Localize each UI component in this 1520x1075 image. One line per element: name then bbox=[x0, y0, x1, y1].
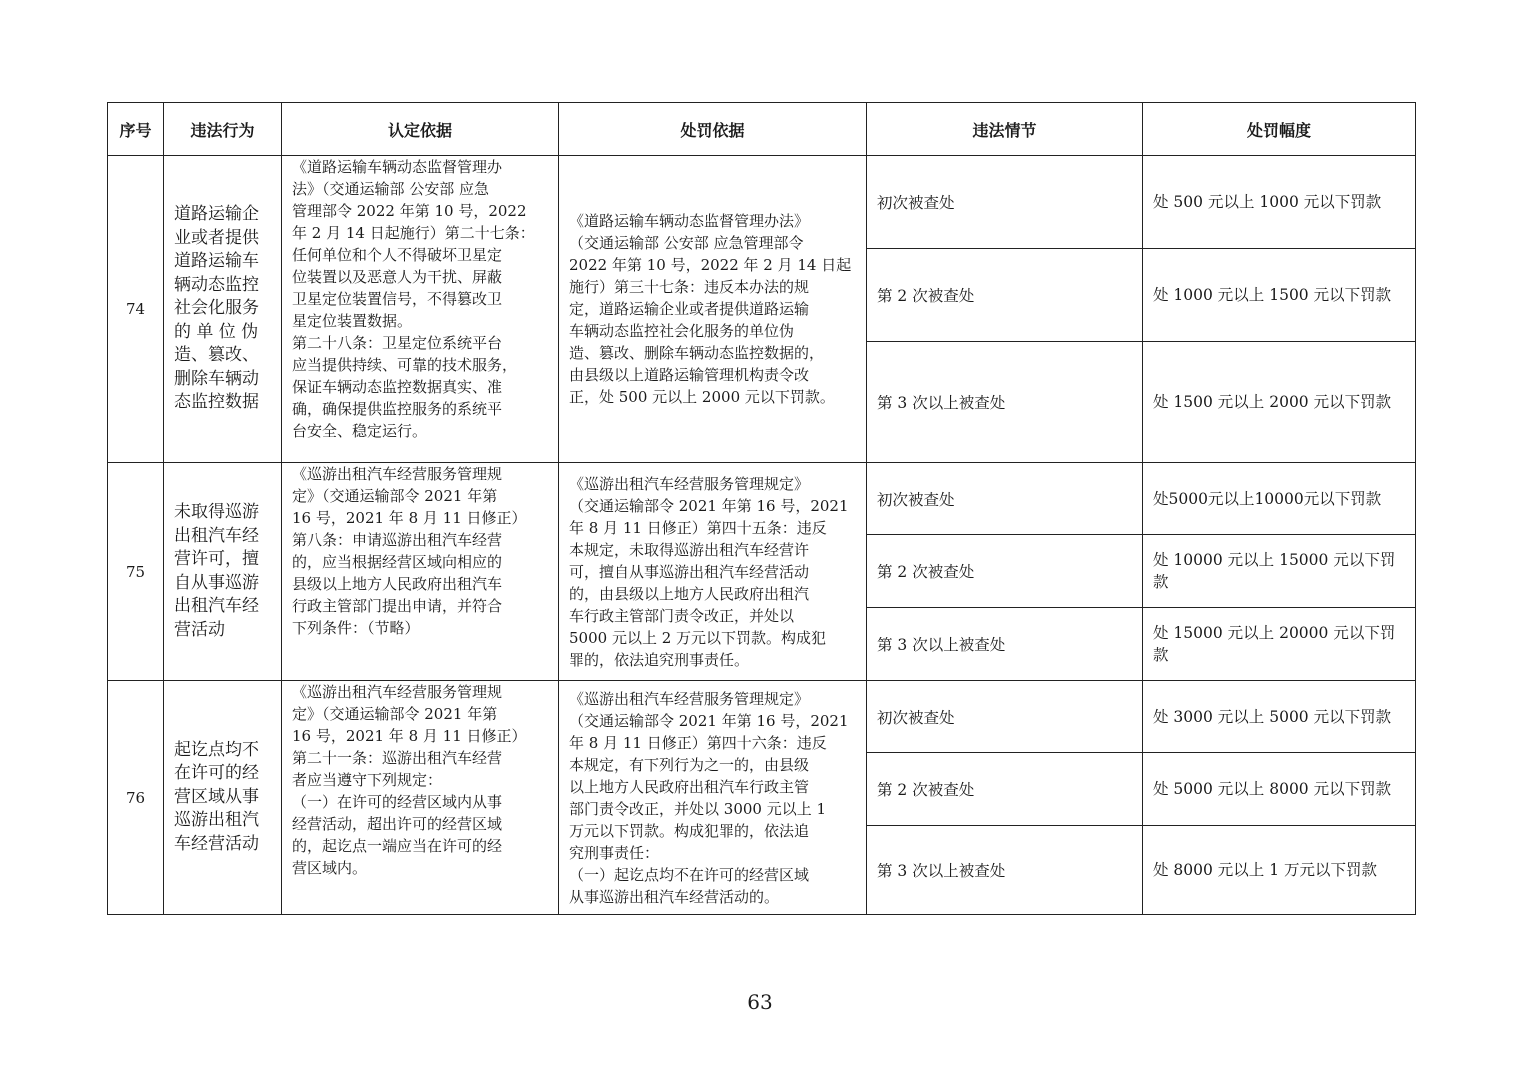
penalty-basis-line: （交通运输部令 2021 年第 16 号，2021 bbox=[569, 496, 849, 515]
legal-basis-line: 位装置以及恶意人为干扰、屏蔽 bbox=[292, 268, 503, 286]
penalty-basis-line: 《巡游出租汽车经营服务管理规定》 bbox=[569, 689, 810, 708]
row-number: 75 bbox=[108, 463, 164, 681]
penalty-basis-line: 本规定，有下列行为之一的，由县级 bbox=[569, 755, 810, 774]
legal-basis-line: 营区域内。 bbox=[292, 859, 368, 877]
penalty-basis-line: （一）起讫点均不在许可的经营区域 bbox=[569, 865, 810, 884]
header-basis: 认定依据 bbox=[282, 103, 559, 156]
penalty-range-line: 款 bbox=[1153, 646, 1169, 664]
legal-basis-cell bbox=[282, 156, 559, 463]
table-row bbox=[108, 463, 1416, 535]
violation-line: 巡游出租汽 bbox=[174, 810, 259, 831]
penalty-basis-line: 年 8 月 11 日修正）第四十五条：违反 bbox=[569, 518, 827, 537]
penalty-range-line: 处 1000 元以上 1500 元以下罚款 bbox=[1153, 286, 1392, 304]
penalty-range-cell bbox=[1143, 681, 1416, 753]
situation-cell: 第 3 次以上被查处 bbox=[867, 826, 1143, 915]
violation-cell bbox=[164, 681, 282, 915]
penalty-basis-line: 可，擅自从事巡游出租汽车经营活动 bbox=[569, 562, 810, 581]
header-row bbox=[108, 103, 1416, 156]
penalty-range-line: 款 bbox=[1153, 573, 1169, 591]
legal-basis-cell bbox=[282, 463, 559, 681]
violation-line: 车经营活动 bbox=[174, 833, 259, 854]
penalty-range-cell bbox=[1143, 826, 1416, 915]
penalty-range-line: 处 8000 元以上 1 万元以下罚款 bbox=[1153, 861, 1378, 879]
legal-basis-line: 定》（交通运输部令 2021 年第 bbox=[292, 487, 498, 505]
legal-basis-line: （一）在许可的经营区域内从事 bbox=[292, 793, 503, 811]
legal-basis-line: 台安全、稳定运行。 bbox=[292, 422, 428, 440]
penalty-range-line: 处 5000 元以上 8000 元以下罚款 bbox=[1153, 780, 1392, 798]
legal-basis-line: 法》（交通运输部 公安部 应急 bbox=[292, 180, 490, 198]
penalty-basis-line: 正，处 500 元以上 2000 元以下罚款。 bbox=[569, 388, 835, 406]
legal-basis-line: 年 2 月 14 日起施行）第二十七条： bbox=[292, 224, 535, 242]
violation-line: 营活动 bbox=[174, 619, 225, 640]
legal-basis-line: 卫星定位装置信号，不得篡改卫 bbox=[292, 290, 503, 308]
row-number: 74 bbox=[108, 156, 164, 463]
legal-basis-line: 下列条件：（节略） bbox=[292, 619, 420, 637]
legal-basis-line: 任何单位和个人不得破坏卫星定 bbox=[292, 246, 503, 264]
legal-basis-line: 16 号，2021 年 8 月 11 日修正） bbox=[292, 509, 527, 527]
penalty-basis-line: （交通运输部令 2021 年第 16 号，2021 bbox=[569, 711, 849, 730]
legal-basis-line: 16 号，2021 年 8 月 11 日修正） bbox=[292, 727, 527, 745]
header-no: 序号 bbox=[108, 103, 164, 156]
penalty-table bbox=[107, 102, 1416, 915]
legal-basis-line: 第二十八条：卫星定位系统平台 bbox=[292, 334, 503, 352]
violation-line: 社会化服务 bbox=[174, 298, 259, 319]
legal-basis-line: 第二十一条：巡游出租汽车经营 bbox=[292, 749, 503, 767]
legal-basis-line: 的，起讫点一端应当在许可的经 bbox=[292, 837, 503, 855]
violation-line: 造、篡改、 bbox=[174, 345, 259, 366]
penalty-range-line: 处 3000 元以上 5000 元以下罚款 bbox=[1153, 707, 1392, 726]
penalty-basis-line: 由县级以上道路运输管理机构责令改 bbox=[569, 366, 810, 384]
penalty-basis-line: 2022 年第 10 号，2022 年 2 月 14 日起 bbox=[569, 256, 852, 274]
page-number: 63 bbox=[747, 990, 773, 1014]
legal-basis-line: 经营活动，超出许可的经营区域 bbox=[292, 815, 503, 833]
penalty-basis-cell bbox=[559, 681, 867, 915]
penalty-range-cell bbox=[1143, 249, 1416, 342]
penalty-basis-line: 5000 元以上 2 万元以下罚款。构成犯 bbox=[569, 628, 827, 647]
violation-line: 营许可，擅 bbox=[174, 549, 259, 569]
violation-line: 未取得巡游 bbox=[174, 502, 259, 522]
violation-cell bbox=[164, 463, 282, 681]
penalty-basis-cell bbox=[559, 156, 867, 463]
penalty-basis-line: 究刑事责任： bbox=[569, 843, 660, 862]
penalty-range-cell bbox=[1143, 463, 1416, 535]
penalty-range-cell bbox=[1143, 156, 1416, 249]
violation-cell bbox=[164, 156, 282, 463]
penalty-basis-line: 从事巡游出租汽车经营活动的。 bbox=[569, 887, 780, 906]
legal-basis-line: 确，确保提供监控服务的系统平 bbox=[292, 400, 503, 418]
situation-cell: 初次被查处 bbox=[867, 463, 1143, 535]
penalty-basis-line: 万元以下罚款。构成犯罪的，依法追 bbox=[569, 821, 810, 840]
legal-basis-line: 者应当遵守下列规定： bbox=[292, 771, 443, 789]
legal-basis-cell bbox=[282, 681, 559, 915]
legal-basis-line: 管理部令 2022 年第 10 号，2022 bbox=[292, 202, 527, 220]
header-range: 处罚幅度 bbox=[1143, 103, 1416, 156]
header-penalty-basis: 处罚依据 bbox=[559, 103, 867, 156]
legal-basis-line: 应当提供持续、可靠的技术服务， bbox=[292, 356, 518, 374]
situation-cell: 第 2 次被查处 bbox=[867, 753, 1143, 826]
penalty-basis-line: 的，由县级以上地方人民政府出租汽 bbox=[569, 584, 810, 603]
penalty-range-line: 处5000元以上10000元以下罚款 bbox=[1153, 489, 1382, 508]
situation-cell: 第 2 次被查处 bbox=[867, 535, 1143, 608]
situation-cell: 第 3 次以上被查处 bbox=[867, 608, 1143, 681]
penalty-basis-line: 本规定，未取得巡游出租汽车经营许 bbox=[569, 540, 810, 559]
violation-line: 出租汽车经 bbox=[174, 525, 259, 546]
legal-basis-line: 保证车辆动态监控数据真实、准 bbox=[292, 378, 503, 396]
situation-cell: 初次被查处 bbox=[867, 156, 1143, 249]
violation-line: 业或者提供 bbox=[174, 227, 259, 248]
violation-line: 出租汽车经 bbox=[174, 596, 259, 616]
legal-basis-line: 《巡游出租汽车经营服务管理规 bbox=[292, 683, 503, 701]
penalty-range-cell bbox=[1143, 342, 1416, 463]
violation-line: 道路运输车 bbox=[174, 251, 259, 272]
legal-basis-line: 定》（交通运输部令 2021 年第 bbox=[292, 705, 498, 723]
legal-basis-line: 《道路运输车辆动态监督管理办 bbox=[292, 158, 503, 176]
violation-line: 的 单 位 伪 bbox=[174, 321, 259, 342]
penalty-range-cell bbox=[1143, 608, 1416, 681]
penalty-basis-line: 定，道路运输企业或者提供道路运输 bbox=[569, 300, 810, 318]
penalty-basis-line: （交通运输部 公安部 应急管理部令 bbox=[569, 234, 804, 252]
penalty-basis-line: 部门责令改正，并处以 3000 元以上 1 bbox=[569, 799, 827, 818]
penalty-basis-line: 罪的，依法追究刑事责任。 bbox=[569, 650, 750, 669]
penalty-range-line: 处 10000 元以上 15000 元以下罚 bbox=[1153, 551, 1396, 569]
violation-line: 态监控数据 bbox=[174, 392, 259, 413]
legal-basis-line: 的，应当根据经营区域向相应的 bbox=[292, 553, 503, 571]
penalty-basis-line: 车辆动态监控社会化服务的单位伪 bbox=[569, 322, 795, 340]
penalty-range-line: 处 1500 元以上 2000 元以下罚款 bbox=[1153, 393, 1392, 411]
penalty-basis-line: 造、篡改、删除车辆动态监控数据的， bbox=[569, 344, 825, 362]
violation-line: 营区域从事 bbox=[174, 786, 259, 807]
violation-line: 删除车辆动 bbox=[174, 368, 259, 389]
table-row bbox=[108, 681, 1416, 753]
situation-cell: 第 2 次被查处 bbox=[867, 249, 1143, 342]
penalty-basis-line: 年 8 月 11 日修正）第四十六条：违反 bbox=[569, 733, 827, 752]
penalty-range-cell bbox=[1143, 753, 1416, 826]
legal-basis-line: 星定位装置数据。 bbox=[292, 312, 413, 330]
penalty-range-line: 处 500 元以上 1000 元以下罚款 bbox=[1153, 193, 1382, 211]
penalty-range-cell bbox=[1143, 535, 1416, 608]
penalty-basis-line: 《巡游出租汽车经营服务管理规定》 bbox=[569, 474, 810, 493]
violation-line: 起讫点均不 bbox=[174, 739, 259, 760]
violation-line: 自从事巡游 bbox=[174, 572, 259, 593]
penalty-basis-line: 施行）第三十七条：违反本办法的规 bbox=[569, 278, 810, 296]
violation-line: 在许可的经 bbox=[174, 763, 259, 784]
violation-line: 辆动态监控 bbox=[174, 274, 259, 295]
violation-line: 道路运输企 bbox=[174, 204, 259, 225]
penalty-range-line: 处 15000 元以上 20000 元以下罚 bbox=[1153, 624, 1396, 642]
legal-basis-line: 县级以上地方人民政府出租汽车 bbox=[292, 575, 503, 593]
header-situation: 违法情节 bbox=[867, 103, 1143, 156]
penalty-basis-line: 以上地方人民政府出租汽车行政主管 bbox=[569, 777, 810, 796]
penalty-basis-cell bbox=[559, 463, 867, 681]
header-violation: 违法行为 bbox=[164, 103, 282, 156]
legal-basis-line: 第八条：申请巡游出租汽车经营 bbox=[292, 531, 503, 549]
penalty-basis-line: 车行政主管部门责令改正，并处以 bbox=[569, 606, 795, 625]
situation-cell: 第 3 次以上被查处 bbox=[867, 342, 1143, 463]
row-number: 76 bbox=[108, 681, 164, 915]
situation-cell: 初次被查处 bbox=[867, 681, 1143, 753]
legal-basis-line: 《巡游出租汽车经营服务管理规 bbox=[292, 465, 503, 483]
legal-basis-line: 行政主管部门提出申请，并符合 bbox=[292, 597, 503, 615]
penalty-basis-line: 《道路运输车辆动态监督管理办法》 bbox=[569, 212, 810, 230]
table-row bbox=[108, 156, 1416, 249]
